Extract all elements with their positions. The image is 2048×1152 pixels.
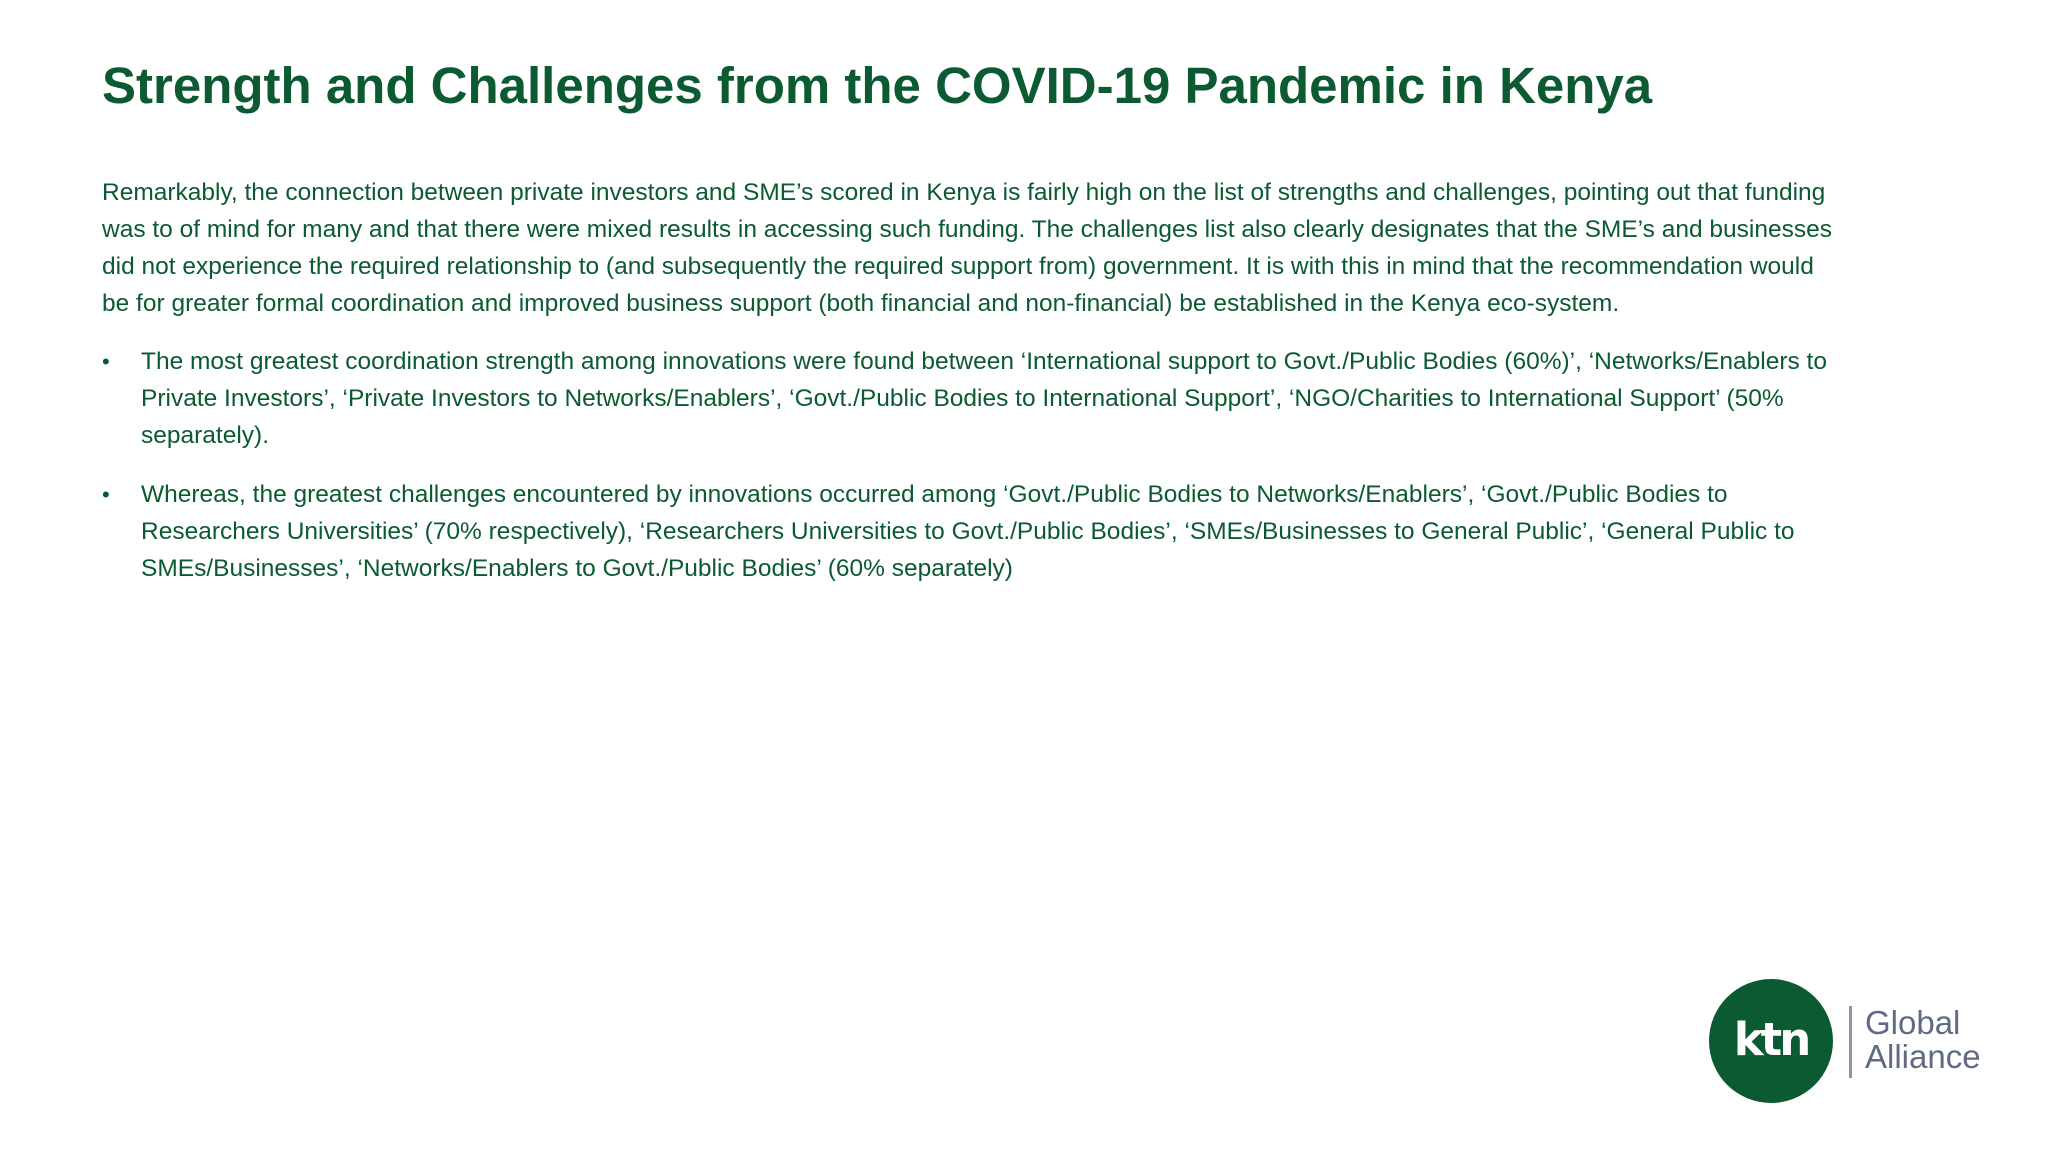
intro-paragraph: Remarkably, the connection between private investors and SME’s scored in Kenya is fairly high on the list of strengths and challenges, pointing out that funding was to of mind for many and that there were mixed results in accessing such funding. The challenges list also clearly designates that the SME’s and businesses did not experience the required relationship to (and subsequently the required support from) government. It is with this in mind that the recommendation would be for greater formal coordination and improved business support (both financial and non-financial) be established in the Kenya eco-system.: [102, 179, 1832, 317]
ktn-logo-icon: [1709, 979, 1833, 1103]
logo-mark: ktn: [1733, 1012, 1809, 1066]
logo-wordmark: [1865, 1006, 1981, 1074]
bullet-text: Whereas, the greatest challenges encountered by innovations occurred among ‘Govt./Public Bodies to Networks/Enablers’, ‘Govt./Public Bodies to Researchers Universities’ (70% respectively), ‘Researchers Universities to Govt./Public Bodies’, ‘SMEs/Businesses to General Public’, ‘General Public to SMEs/Businesses’, ‘Networks/Enablers to Govt./Public Bodies’ (60% separately): [141, 481, 1795, 582]
bullet-item-challenges: [102, 476, 1842, 587]
bullet-text: The most greatest coordination strength among innovations were found between ‘International support to Govt./Public Bodies (60%)’, ‘Networks/Enablers to Private Investors’, ‘Private Investors to Networks/Enablers’, ‘Govt./Public Bodies to International Support’, ‘NGO/Charities to International Support’ (50% separately).: [141, 348, 1827, 449]
bullet-marker: •: [102, 482, 110, 507]
slide-body: [102, 174, 1842, 609]
slide-title: Strength and Challenges from the COVID-19 Pandemic in Kenya: [102, 57, 1653, 114]
ktn-global-alliance-logo: [1706, 979, 2006, 1103]
logo-divider: [1849, 1006, 1852, 1078]
bullet-list: [102, 343, 1842, 587]
logo-text-alliance: Alliance: [1865, 1038, 1981, 1075]
logo-text-global: Global: [1865, 1004, 1961, 1041]
bullet-marker: •: [102, 349, 110, 374]
bullet-item-strengths: [102, 343, 1842, 454]
